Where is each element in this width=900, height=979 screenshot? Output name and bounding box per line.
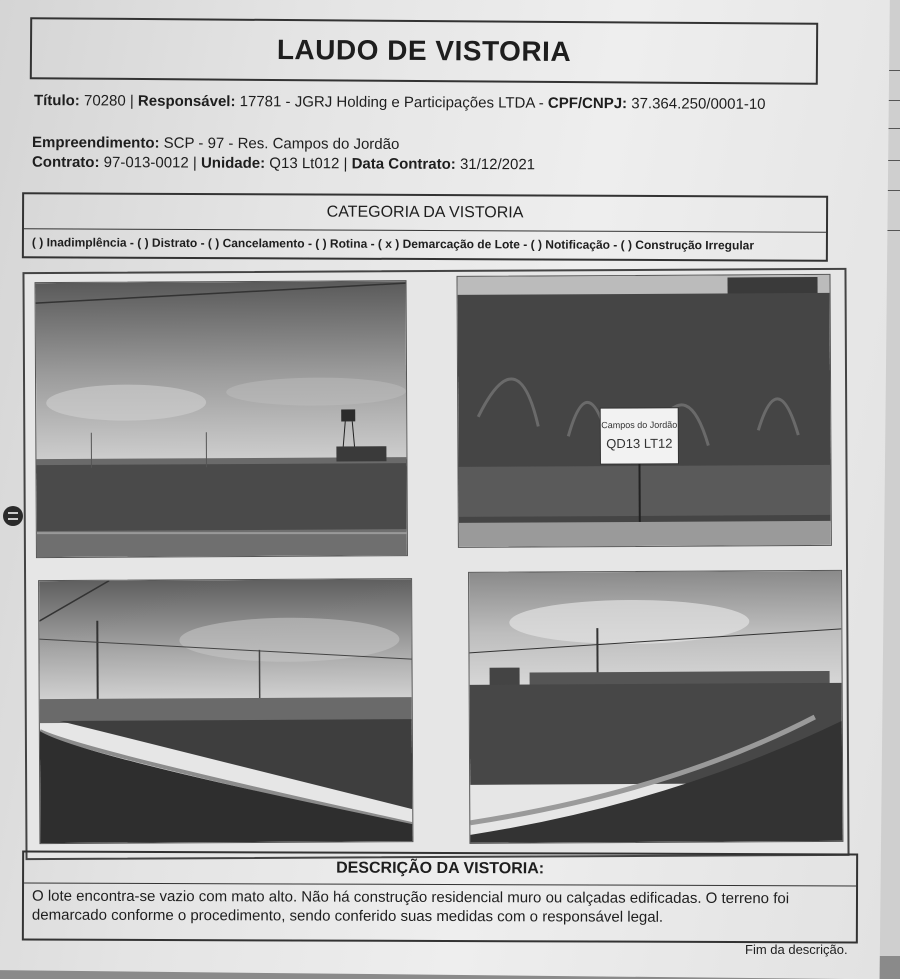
photo-grid [22, 268, 849, 860]
photo-1 [35, 280, 408, 558]
header-line-1: Título: 70280 | Responsável: 17781 - JGRJ Holding e Participações LTDA - CPF/CNPJ: 37.364.250/0001-10 [34, 92, 766, 113]
descricao-box [22, 851, 858, 944]
footer-text: Fim da descrição. [745, 942, 848, 957]
descricao-text: O lote encontra-se vazio com mato alto. Não há construção residencial muro ou calçadas edificadas. O terreno foi demarcado conforme o procedimento, sendo conferido suas medidas com o responsável legal. [24, 884, 856, 931]
page-title: LAUDO DE VISTORIA [277, 34, 571, 68]
categoria-title: CATEGORIA DA VISTORIA [24, 194, 826, 232]
header-line-2: Empreendimento: SCP - 97 - Res. Campos do Jordão [32, 134, 399, 153]
categoria-options: ( ) Inadimplência - ( ) Distrato - ( ) Cancelamento - ( ) Rotina - ( x ) Demarcação de Lote - ( ) Notificação - ( ) Construção Irregular [24, 229, 826, 258]
photo-4 [468, 570, 843, 844]
categoria-box [22, 192, 828, 262]
sign-line-2: QD13 LT12 [606, 436, 672, 451]
binder-hole-icon [2, 498, 24, 534]
photo-3 [38, 578, 413, 844]
photo-2 [456, 274, 831, 548]
descricao-title: DESCRIÇÃO DA VISTORIA: [24, 853, 856, 887]
title-box [30, 17, 818, 84]
header-line-3: Contrato: 97-013-0012 | Unidade: Q13 Lt012 | Data Contrato: 31/12/2021 [32, 154, 535, 174]
sign-line-1: Campos do Jordão [601, 420, 677, 430]
